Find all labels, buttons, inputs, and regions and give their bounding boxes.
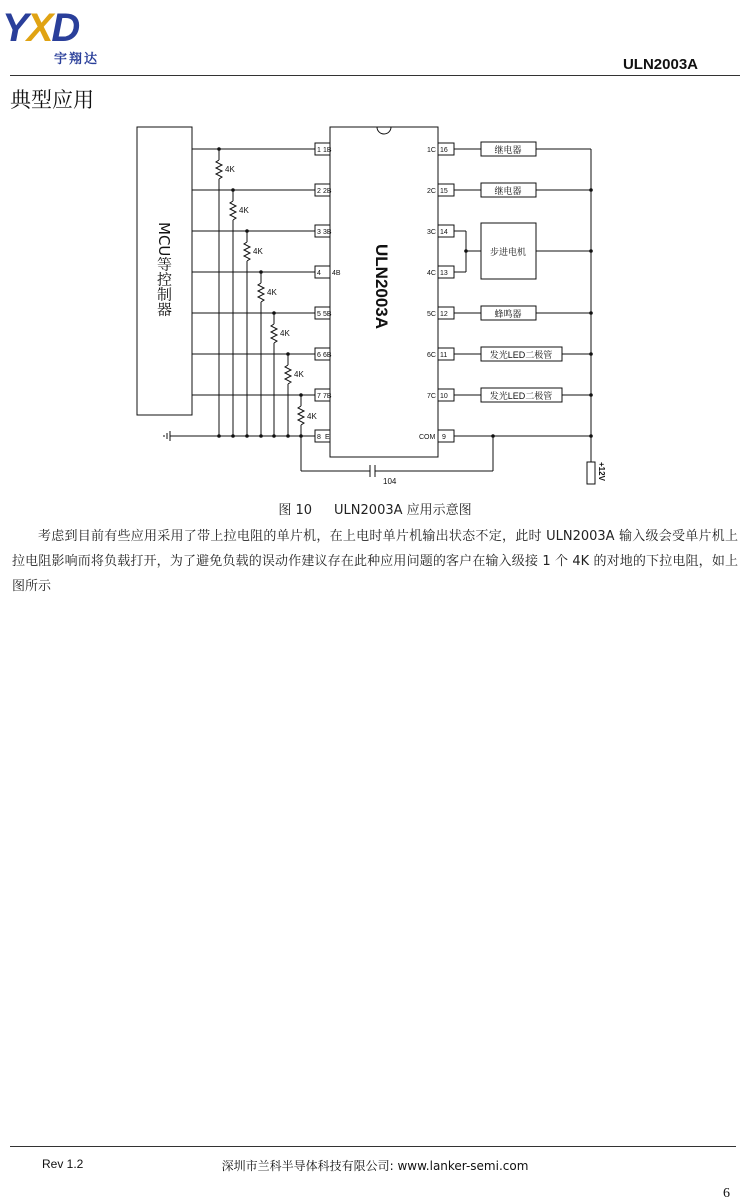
pin-name-left-5: 5B <box>323 311 332 318</box>
pin-name-left-8: E <box>325 434 330 441</box>
pulldown-resistor-6 <box>285 365 291 384</box>
resistor-label-1: 4K <box>225 165 235 174</box>
supply-terminal <box>587 462 595 484</box>
pin-name-right-16: 1C <box>427 147 436 154</box>
pulldown-resistor-1 <box>216 160 222 179</box>
pin-name-left-6: 6B <box>323 352 332 359</box>
pin-name-right-11: 6C <box>427 352 436 359</box>
capacitor-label: 104 <box>383 477 397 486</box>
pin-num-left-7: 7 <box>317 393 321 400</box>
pulldown-resistor-7 <box>298 406 304 425</box>
pin-name-right-15: 2C <box>427 188 436 195</box>
pin-num-right-9: 9 <box>442 434 446 441</box>
pin-num-left-4: 4 <box>317 270 321 277</box>
pin-name-left-1: 1B <box>323 147 332 154</box>
pin-name-left-7: 7B <box>323 393 332 400</box>
footer-divider <box>10 1146 736 1147</box>
logo-subtitle: 宇翔达 <box>54 52 100 67</box>
schematic-svg <box>0 0 750 500</box>
figure-caption <box>0 499 750 518</box>
pin-name-left-2: 2B <box>323 188 332 195</box>
pin-num-left-5: 5 <box>317 311 321 318</box>
page-number: 6 <box>723 1186 730 1201</box>
pin-name-right-12: 5C <box>427 311 436 318</box>
revision-label: Rev 1.2 <box>42 1157 84 1171</box>
pin-name-left-4: 4B <box>332 270 341 277</box>
pin-num-right-11: 11 <box>440 352 448 359</box>
pin-num-right-15: 15 <box>440 188 448 195</box>
logo-letters: YXD <box>2 6 79 50</box>
body-paragraph: 考虑到目前有些应用采用了带上拉电阻的单片机，在上电时单片机输出状态不定，此时 ULN2003A 输入级会受单片机上拉电阻影响而将负载打开，为了避免负载的误动作建议存在此种应用问题的客户在输入级接 1 个 4K 的对地的下拉电阻，如上图所示 <box>12 529 738 594</box>
load-label-6: 发光LED二极管 <box>489 391 553 401</box>
pin-num-left-1: 1 <box>317 147 321 154</box>
load-label-5: 发光LED二极管 <box>489 350 553 360</box>
pin-num-right-12: 12 <box>440 311 448 318</box>
pin-num-left-3: 3 <box>317 229 321 236</box>
section-title: 典型应用 <box>10 88 94 112</box>
figure-caption-text: ULN2003A 应用示意图 <box>334 503 472 518</box>
pin-name-right-10: 7C <box>427 393 436 400</box>
resistor-label-6: 4K <box>294 370 304 379</box>
mcu-label: MCU等控制器 <box>155 222 173 317</box>
resistor-label-7: 4K <box>307 412 317 421</box>
load-label-4: 蜂鸣器 <box>494 309 522 319</box>
pulldown-resistor-3 <box>244 242 250 261</box>
pulldown-resistor-5 <box>271 324 277 343</box>
load-label-2: 继电器 <box>494 186 522 196</box>
resistor-label-4: 4K <box>267 288 277 297</box>
resistor-label-5: 4K <box>280 329 290 338</box>
load-label-3: 步进电机 <box>489 247 527 257</box>
pulldown-resistor-4 <box>258 283 264 302</box>
document-id: ULN2003A <box>622 56 698 73</box>
pin-name-left-3: 3B <box>323 229 332 236</box>
resistor-label-3: 4K <box>253 247 263 256</box>
pin-num-right-10: 10 <box>440 393 448 400</box>
pin-num-left-8: 8 <box>317 434 321 441</box>
company-info: 深圳市兰科半导体科技有限公司: www.lanker-semi.com <box>221 1159 529 1173</box>
figure-number: 图 10 <box>278 503 313 518</box>
pin-box-right-9 <box>438 430 454 442</box>
load-label-1: 继电器 <box>494 145 522 155</box>
supply-label: +12V <box>597 462 606 481</box>
pulldown-resistor-2 <box>230 201 236 220</box>
chip-label: ULN2003A <box>372 244 391 330</box>
pin-num-right-16: 16 <box>440 147 448 154</box>
resistor-label-2: 4K <box>239 206 249 215</box>
pin-num-left-2: 2 <box>317 188 321 195</box>
pin-name-right-14: 3C <box>427 229 436 236</box>
pin-num-left-6: 6 <box>317 352 321 359</box>
pin-name-right-9: COM <box>419 434 436 441</box>
pin-name-right-13: 4C <box>427 270 436 277</box>
pin-num-right-13: 13 <box>440 270 448 277</box>
pin-num-right-14: 14 <box>440 229 448 236</box>
chip-notch <box>377 127 391 134</box>
application-schematic <box>0 0 750 500</box>
